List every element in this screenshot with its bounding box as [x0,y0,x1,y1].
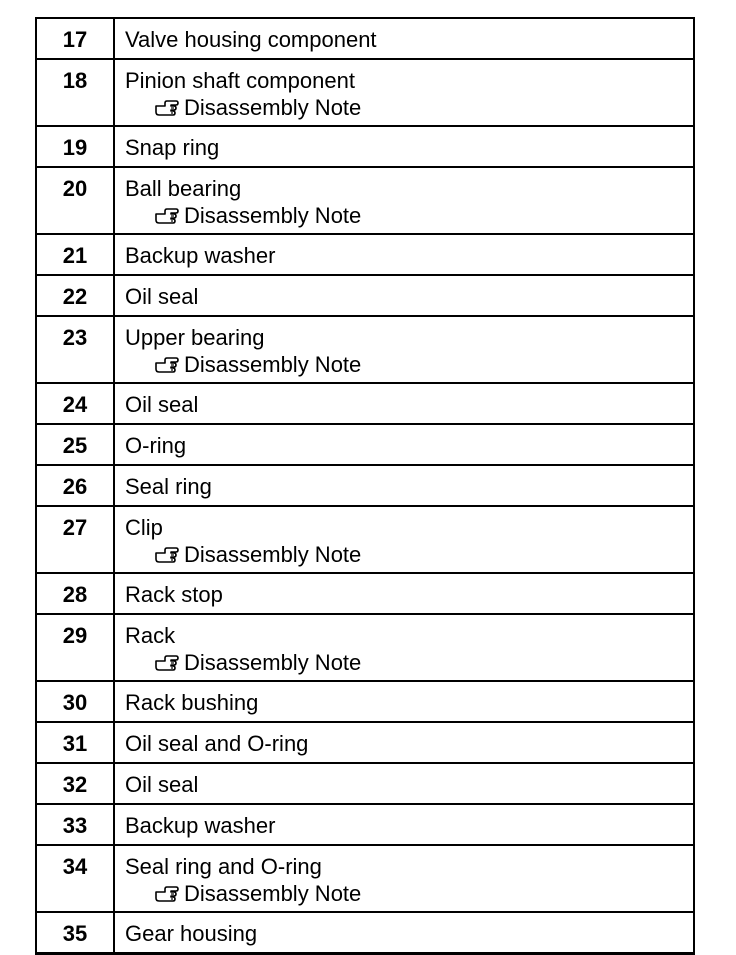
part-name: Ball bearing [125,176,242,201]
part-number: 24 [36,383,114,424]
pointing-hand-icon [155,203,179,219]
table-row [36,912,694,954]
table-row [36,763,694,804]
part-name: Rack bushing [125,690,259,715]
part-name: Clip [125,515,163,540]
table-row [36,845,694,912]
part-name: Rack stop [125,582,223,607]
part-number: 23 [36,316,114,383]
part-description-cell [114,126,694,167]
table-row [36,722,694,763]
disassembly-note-reference [125,541,693,568]
part-name: Snap ring [125,135,220,160]
table-row [36,681,694,722]
part-description-cell [114,234,694,275]
part-description-cell [114,383,694,424]
part-description-cell [114,845,694,912]
part-name: Oil seal [125,284,199,309]
part-name: Valve housing component [125,27,377,52]
part-number: 33 [36,804,114,845]
parts-table-body [36,18,694,954]
disassembly-note-label: Disassembly Note [184,650,362,675]
part-description-cell [114,573,694,614]
disassembly-note-reference [125,649,693,676]
disassembly-note-label: Disassembly Note [184,542,362,567]
part-number: 17 [36,18,114,59]
part-name: Oil seal [125,392,199,417]
pointing-hand-icon [155,95,179,111]
part-number: 32 [36,763,114,804]
table-row [36,275,694,316]
part-description-cell [114,424,694,465]
table-row [36,59,694,126]
disassembly-note-label: Disassembly Note [184,881,362,906]
disassembly-note-reference [125,880,693,907]
part-name: Oil seal and O-ring [125,731,309,756]
part-number: 21 [36,234,114,275]
part-name: O-ring [125,433,187,458]
disassembly-note-reference [125,351,693,378]
table-row [36,383,694,424]
table-row [36,506,694,573]
table-row [36,126,694,167]
part-number: 30 [36,681,114,722]
part-description-cell [114,614,694,681]
table-row [36,424,694,465]
part-description-cell [114,275,694,316]
part-number: 26 [36,465,114,506]
part-number: 29 [36,614,114,681]
table-row [36,18,694,59]
part-number: 19 [36,126,114,167]
table-row [36,804,694,845]
part-number: 18 [36,59,114,126]
part-description-cell [114,465,694,506]
part-description-cell [114,722,694,763]
part-number: 35 [36,912,114,954]
table-row [36,316,694,383]
part-number: 20 [36,167,114,234]
part-description-cell [114,316,694,383]
part-name: Pinion shaft component [125,68,355,93]
part-number: 22 [36,275,114,316]
part-description-cell [114,763,694,804]
part-description-cell [114,167,694,234]
part-name: Rack [125,623,176,648]
disassembly-note-label: Disassembly Note [184,95,362,120]
table-row [36,465,694,506]
part-number: 34 [36,845,114,912]
disassembly-note-reference [125,94,693,121]
part-number: 28 [36,573,114,614]
pointing-hand-icon [155,650,179,666]
table-row [36,167,694,234]
part-name: Oil seal [125,772,199,797]
pointing-hand-icon [155,881,179,897]
pointing-hand-icon [155,352,179,368]
part-name: Backup washer [125,813,276,838]
part-description-cell [114,506,694,573]
part-name: Gear housing [125,921,258,946]
part-name: Upper bearing [125,325,265,350]
table-row [36,234,694,275]
pointing-hand-icon [155,542,179,558]
table-row [36,573,694,614]
part-description-cell [114,681,694,722]
disassembly-note-reference [125,202,693,229]
part-number: 31 [36,722,114,763]
part-description-cell [114,804,694,845]
disassembly-note-label: Disassembly Note [184,352,362,377]
part-number: 27 [36,506,114,573]
part-name: Seal ring and O-ring [125,854,322,879]
part-name: Backup washer [125,243,276,268]
parts-table [35,17,695,955]
part-description-cell [114,18,694,59]
part-name: Seal ring [125,474,212,499]
table-row [36,614,694,681]
part-description-cell [114,59,694,126]
part-description-cell [114,912,694,954]
disassembly-note-label: Disassembly Note [184,203,362,228]
part-number: 25 [36,424,114,465]
